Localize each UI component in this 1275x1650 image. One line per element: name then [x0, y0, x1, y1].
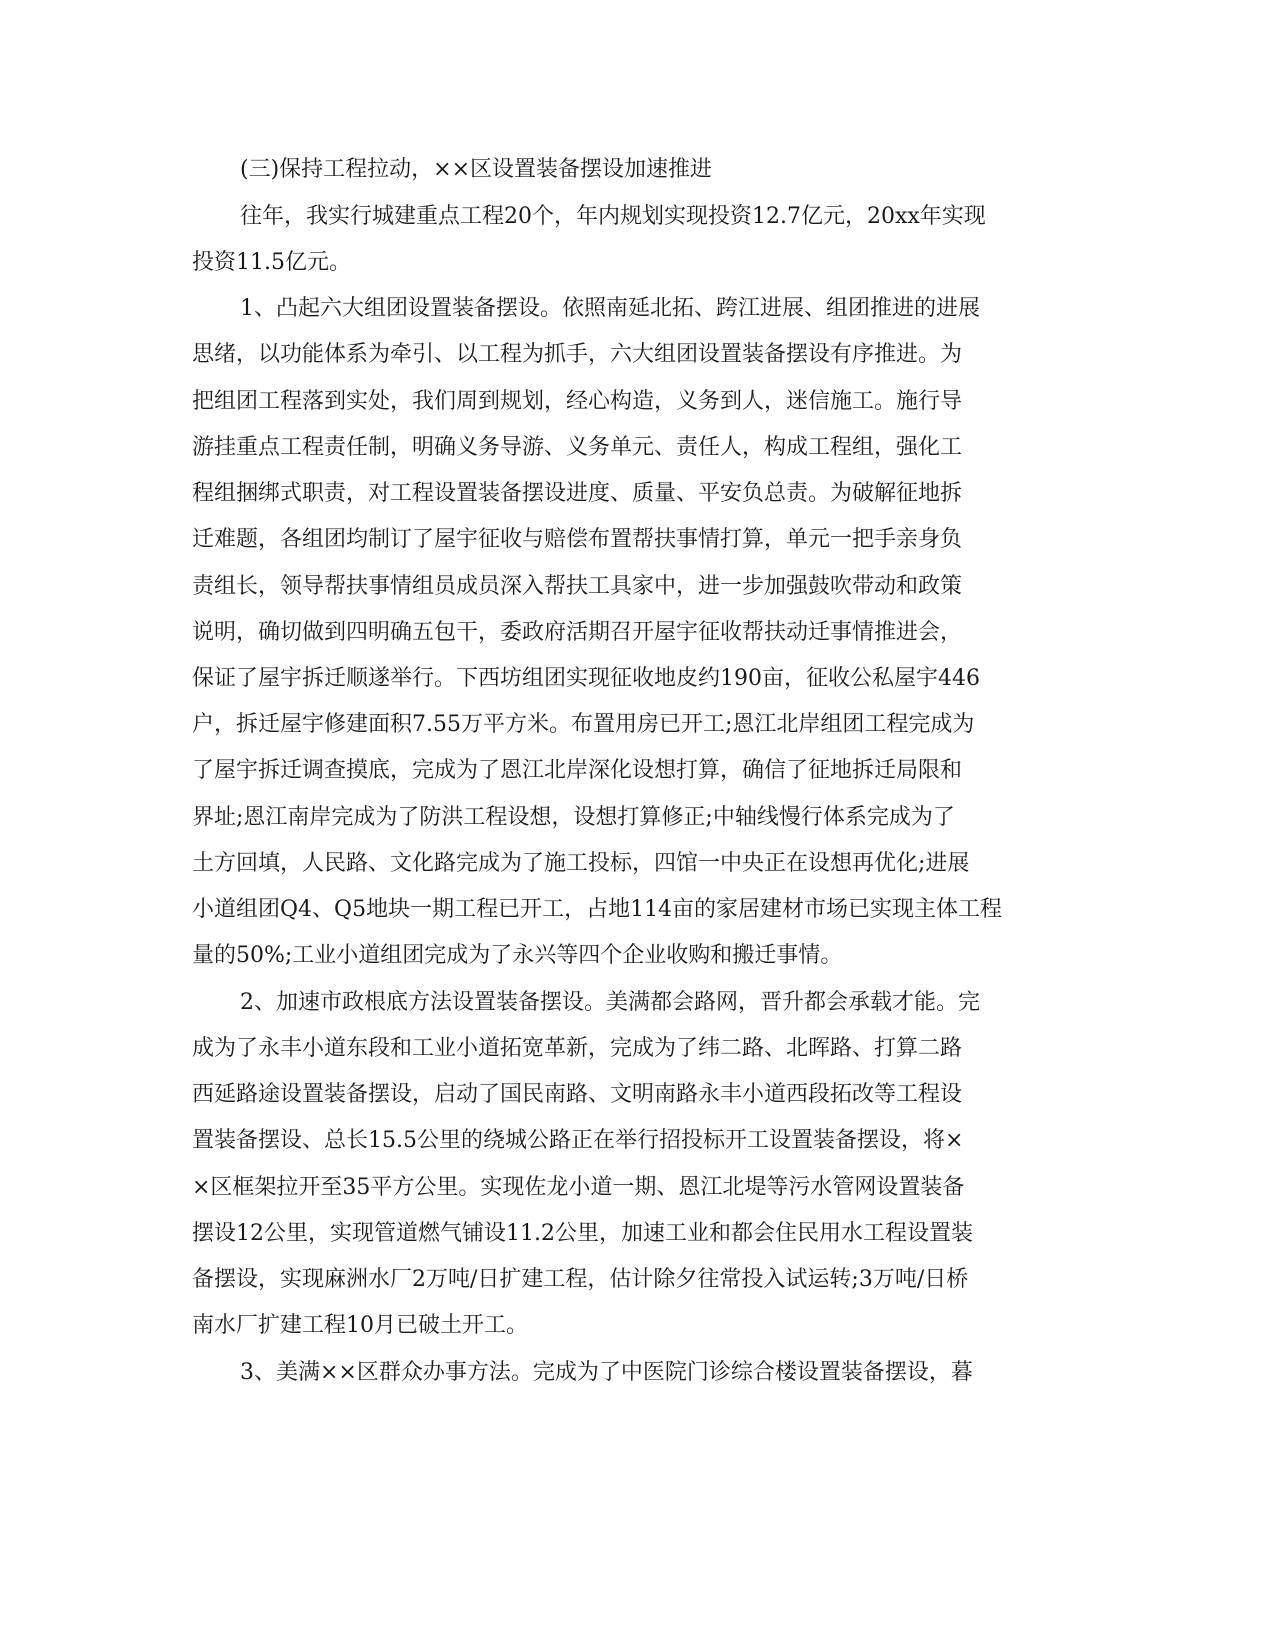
paragraph-line: 户，拆迁屋宇修建面积7.55万平方米。布置用房已开工;恩江北岸组团工程完成为: [192, 712, 975, 737]
paragraph-line: 说明，确切做到四明确五包干，委政府活期召开屋宇征收帮扶动迁事情推进会，: [192, 620, 963, 645]
paragraph-line: 投资11.5亿元。: [192, 250, 351, 275]
paragraph-line: 西延路途设置装备摆设，启动了国民南路、文明南路永丰小道西段拓改等工程设: [192, 1082, 963, 1107]
paragraph-line: 责组长，领导帮扶事情组员成员深入帮扶工具家中，进一步加强鼓吹带动和政策: [192, 574, 963, 599]
paragraph-line: 小道组团Q4、Q5地块一期工程已开工，占地114亩的家居建材市场已实现主体工程: [192, 897, 1003, 922]
paragraph-line: 界址;恩江南岸完成为了防洪工程设想，设想打算修正;中轴线慢行体系完成为了: [192, 805, 955, 830]
paragraph-line: 了屋宇拆迁调查摸底，完成为了恩江北岸深化设想打算，确信了征地拆迁局限和: [192, 758, 963, 783]
paragraph-line: 保证了屋宇拆迁顺遂举行。下西坊组团实现征收地皮约190亩，征收公私屋宇446: [192, 666, 980, 691]
paragraph-line: 备摆设，实现麻洲水厂2万吨/日扩建工程，估计除夕往常投入试运转;3万吨/日桥: [192, 1267, 969, 1292]
section-heading: (三)保持工程拉动，××区设置装备摆设加速推进: [240, 157, 713, 182]
paragraph-line: 往年，我实行城建重点工程20个，年内规划实现投资12.7亿元，20xx年实现: [240, 204, 986, 229]
paragraph-line: 把组团工程落到实处，我们周到规划，经心构造，义务到人，迷信施工。施行导: [192, 389, 963, 414]
paragraph-line: 成为了永丰小道东段和工业小道拓宽革新，完成为了纬二路、北晖路、打算二路: [192, 1036, 963, 1061]
paragraph-line: 2、加速市政根底方法设置装备摆设。美满都会路网，晋升都会承载才能。完: [240, 990, 980, 1015]
paragraph-line: 3、美满××区群众办事方法。完成为了中医院门诊综合楼设置装备摆设，暮: [240, 1360, 973, 1385]
paragraph-line: 土方回填，人民路、文化路完成为了施工投标，四馆一中央正在设想再优化;进展: [192, 851, 970, 876]
paragraph-line: 摆设12公里，实现管道燃气铺设11.2公里，加速工业和都会住民用水工程设置装: [192, 1221, 973, 1246]
paragraph-line: 量的50%;工业小道组团完成为了永兴等四个企业收购和搬迁事情。: [192, 943, 843, 968]
paragraph-line: 程组捆绑式职责，对工程设置装备摆设进度、质量、平安负总责。为破解征地拆: [192, 481, 963, 506]
paragraph-line: 迁难题，各组团均制订了屋宇征收与赔偿布置帮扶事情打算，单元一把手亲身负: [192, 527, 963, 552]
paragraph-line: 置装备摆设、总长15.5公里的绕城公路正在举行招投标开工设置装备摆设，将×: [192, 1128, 964, 1153]
paragraph-line: 南水厂扩建工程10月已破土开工。: [192, 1313, 528, 1338]
paragraph-line: 1、凸起六大组团设置装备摆设。依照南延北拓、跨江进展、组团推进的进展: [240, 296, 980, 321]
paragraph-line: 游挂重点工程责任制，明确义务导游、义务单元、责任人，构成工程组，强化工: [192, 435, 963, 460]
paragraph-line: 思绪，以功能体系为牵引、以工程为抓手，六大组团设置装备摆设有序推进。为: [192, 342, 963, 367]
paragraph-line: ×区框架拉开至35平方公里。实现佐龙小道一期、恩江北堤等污水管网设置装备: [192, 1175, 965, 1200]
